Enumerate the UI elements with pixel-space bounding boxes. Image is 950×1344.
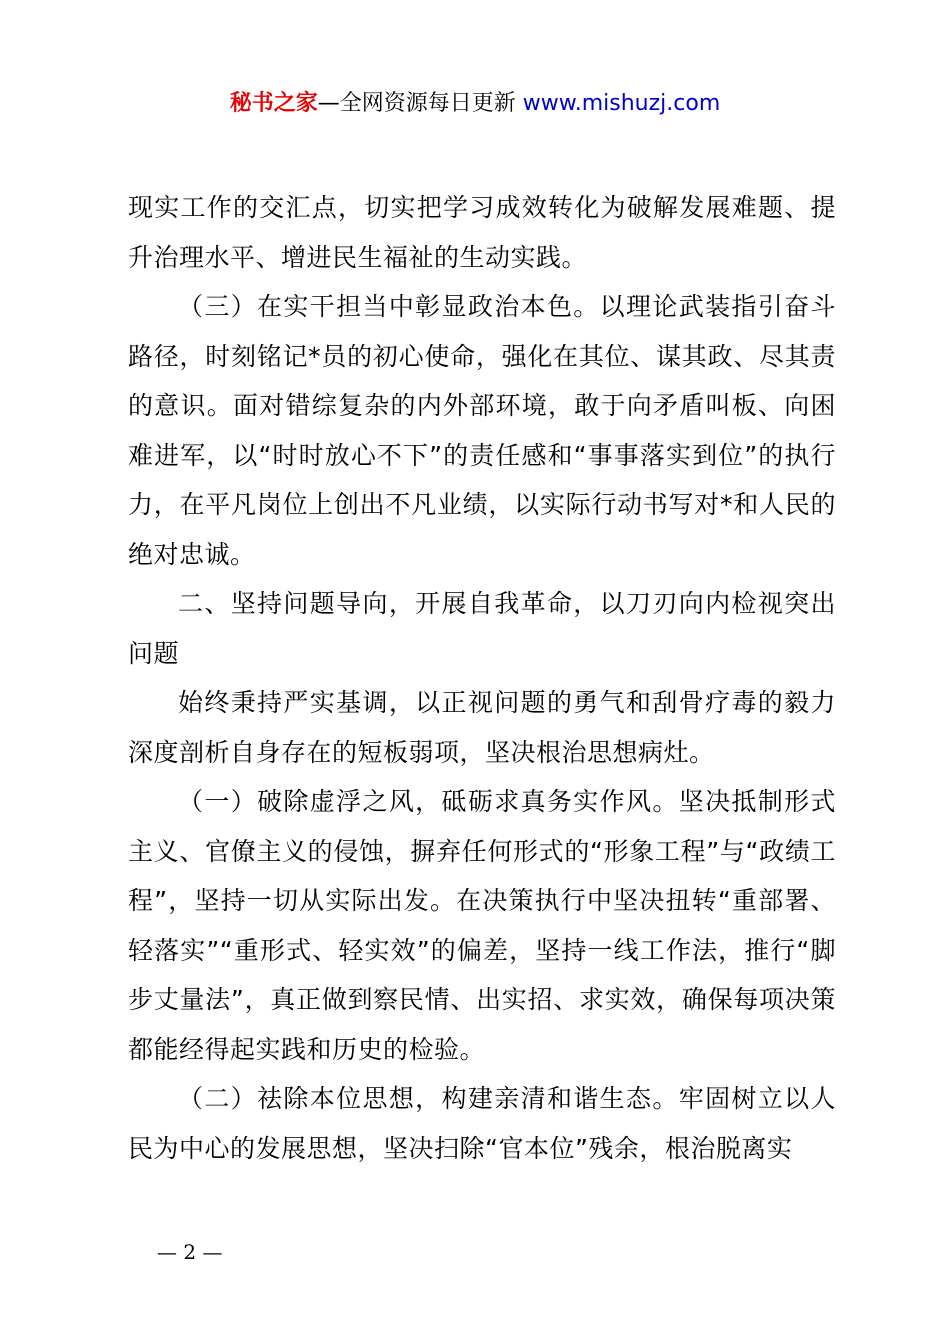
- brand-name: 秘书之家: [229, 91, 318, 116]
- paragraph-subsection-1: （一）破除虚浮之风，砥砺求真务实作风。坚决抵制形式主义、官僚主义的侵蚀，摒弃任何形式的“形象工程”与“政绩工程”，坚持一切从实际出发。在决策执行中坚决扭转“重部署、轻落实”“重形式、轻实效”的偏差，坚持一线工作法，推行“脚步丈量法”，真正做到察民情、出实招、求实效，确保每项决策都能经得起实践和历史的检验。: [128, 787, 836, 1064]
- paragraph-continuation: 现实工作的交汇点，切实把学习成效转化为破解发展难题、提升治理水平、增进民生福祉的生动实践。: [128, 193, 836, 272]
- paragraph-section-3: （三）在实干担当中彰显政治本色。以理论武装指引奋斗路径，时刻铭记*员的初心使命，强化在其位、谋其政、尽其责的意识。面对错综复杂的内外部环境，敢于向矛盾叫板、向困难进军，以“时时放心不下”的责任感和“事事落实到位”的执行力，在平凡岗位上创出不凡业绩，以实际行动书写对*和人民的绝对忠诚。: [128, 292, 836, 569]
- header-slogan: 全网资源每日更新: [339, 91, 523, 116]
- section-heading-2: 二、坚持问题导向，开展自我革命，以刀刃向内检视突出问题: [128, 589, 836, 668]
- site-url-link[interactable]: www.mishuzj.com: [522, 91, 721, 116]
- site-header: [0, 88, 950, 120]
- document-body: [128, 183, 836, 1173]
- page-number: — 2 —: [157, 1240, 223, 1264]
- paragraph-subsection-2: （二）祛除本位思想，构建亲清和谐生态。牢固树立以人民为中心的发展思想，坚决扫除“官本位”残余，根治脱离实: [128, 1084, 836, 1163]
- header-dash: —: [317, 91, 340, 116]
- paragraph-intro: 始终秉持严实基调，以正视问题的勇气和刮骨疗毒的毅力深度剖析自身存在的短板弱项，坚决根治思想病灶。: [128, 688, 836, 767]
